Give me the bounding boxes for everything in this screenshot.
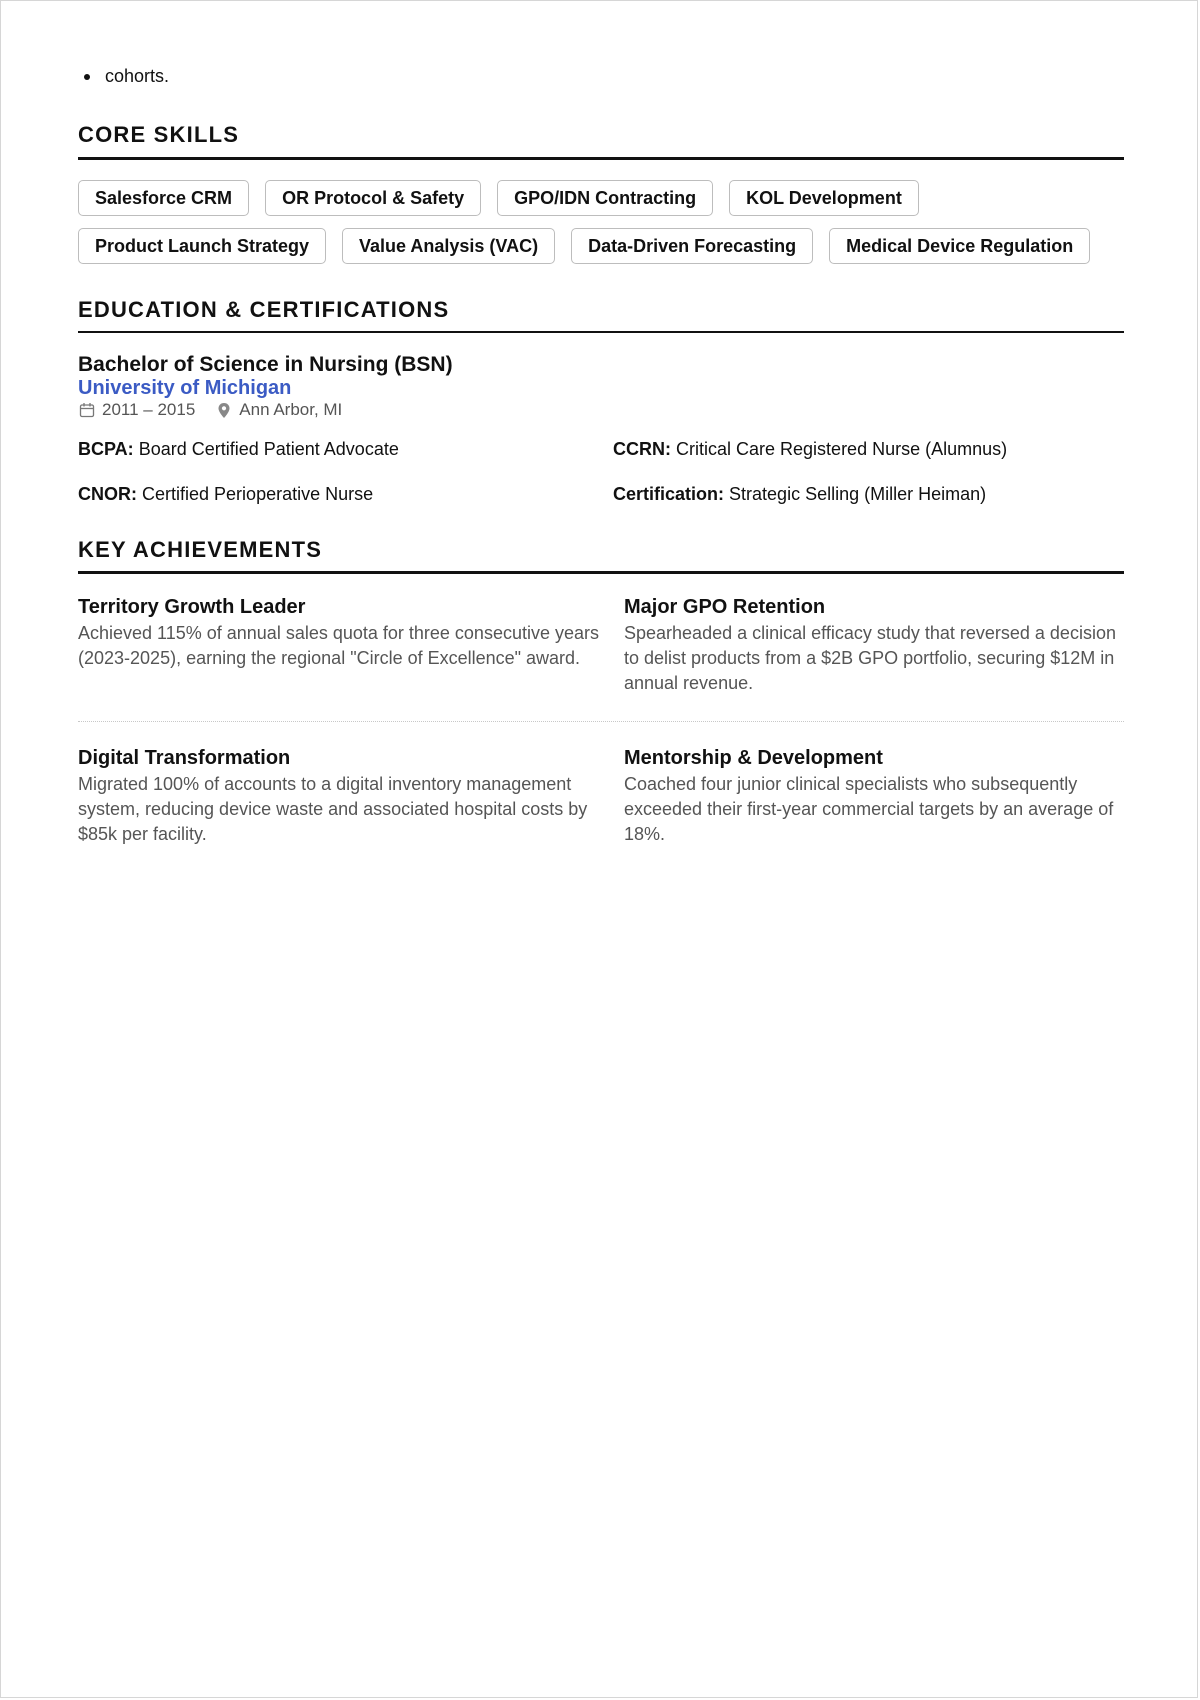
degree-title: Bachelor of Science in Nursing (BSN) [78,353,453,376]
education-entry [78,353,1124,420]
certification-label: CNOR: [78,484,137,504]
education-location: Ann Arbor, MI [239,400,343,419]
certification-text: Certified Perioperative Nurse [142,484,374,504]
skills-row-2 [78,228,1124,264]
certification-text: Board Certified Patient Advocate [138,439,399,459]
achievement-text: Achieved 115% of annual sales quota for three consecutive years (2023-2025), earning the regional "Circle of Excellence" award. [78,623,599,668]
certifications-list [78,437,1124,527]
skill-tag: GPO/IDN Contracting [497,180,713,216]
achievements-row-1 [78,595,1124,696]
skill-tag: Medical Device Regulation [829,228,1090,264]
achievement-text: Migrated 100% of accounts to a digital inventory management system, reducing device waste and associated hospital costs by $85k per facility. [78,774,588,844]
section-divider [78,157,1124,160]
education-meta [78,400,1124,420]
calendar-icon [78,401,96,419]
section-title-achievements: KEY ACHIEVEMENTS [78,537,323,562]
skill-tag: Product Launch Strategy [78,228,326,264]
achievement-title: Digital Transformation [78,747,291,769]
certification-text: Critical Care Registered Nurse (Alumnus) [676,439,1008,459]
certification-item [613,437,1124,482]
experience-bullets-continued [78,64,169,88]
certification-label: Certification: [613,484,725,504]
section-title-education: EDUCATION & CERTIFICATIONS [78,297,450,322]
certification-text: Strategic Selling (Miller Heiman) [729,484,987,504]
achievement-title: Major GPO Retention [624,596,826,618]
certification-label: BCPA: [78,439,134,459]
achievement-item [78,746,624,847]
skill-tag: Value Analysis (VAC) [342,228,555,264]
section-divider [78,571,1124,574]
bullet-item: cohorts. [78,64,169,88]
certification-item [78,482,613,527]
skill-tag: Salesforce CRM [78,180,249,216]
skill-tag: OR Protocol & Safety [265,180,481,216]
skill-tag: Data-Driven Forecasting [571,228,813,264]
achievement-title: Territory Growth Leader [78,596,306,618]
skill-tag: KOL Development [729,180,919,216]
skills-list [78,180,1124,276]
achievement-item [78,595,624,696]
certification-item [78,437,613,482]
map-pin-icon [215,401,233,419]
achievements-row-2 [78,746,1124,847]
skills-row-1 [78,180,1124,216]
certification-label: CCRN: [613,439,671,459]
section-divider [78,331,1124,333]
achievement-text: Coached four junior clinical specialists who subsequently exceeded their first-year commercial targets by an average of 18%. [624,774,1114,844]
achievement-item [624,595,1124,696]
achievement-text: Spearheaded a clinical efficacy study that reversed a decision to delist products from a $2B GPO portfolio, securing $12M in annual revenue. [624,623,1116,693]
school-name: University of Michigan [78,377,292,399]
certification-item [613,482,1124,527]
education-dates: 2011 – 2015 [102,400,196,419]
section-title-core-skills: CORE SKILLS [78,122,240,147]
achievement-divider [78,721,1124,722]
achievement-item [624,746,1124,847]
achievement-title: Mentorship & Development [624,747,883,769]
